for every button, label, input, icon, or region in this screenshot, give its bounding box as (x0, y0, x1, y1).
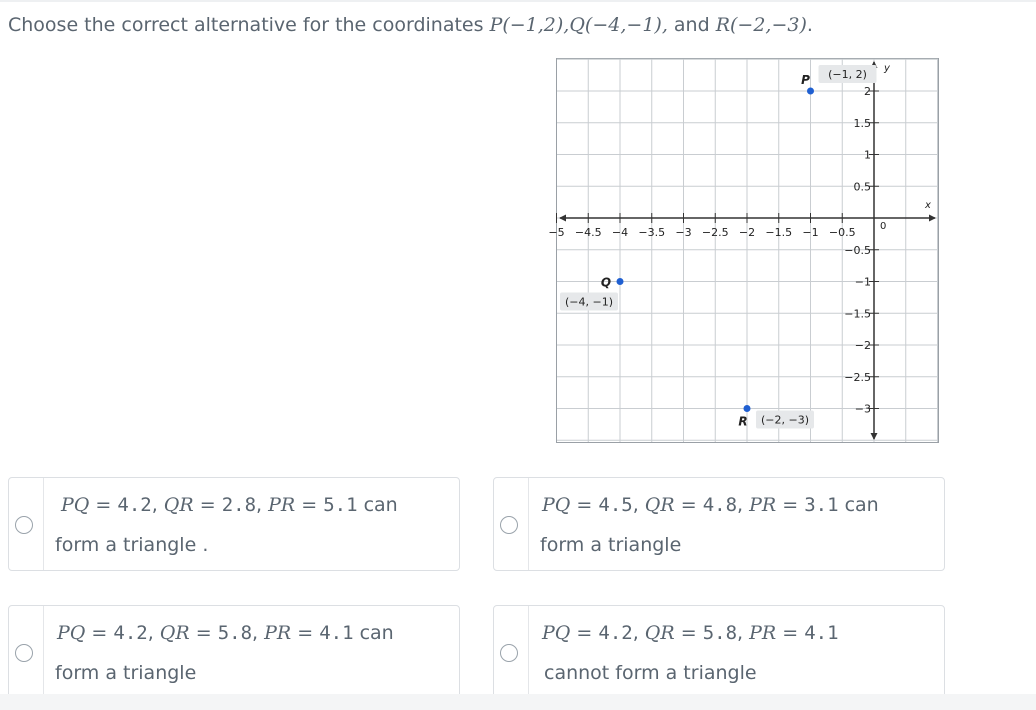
x-tick-label: −5 (548, 226, 565, 239)
x-tick-label: −1 (802, 226, 819, 239)
choice-1-lengths: PQ = 4.2, QR = 2.8, PR = 5.1 can (61, 494, 398, 516)
point-coord-label: (−4, −1) (564, 295, 614, 309)
y-tick-label: −2.5 (844, 370, 871, 384)
y-tick-label: −2 (854, 339, 871, 352)
x-tick-label: −4 (611, 226, 629, 239)
point-coord-label: (−2, −3) (760, 413, 810, 427)
radio-button[interactable] (500, 516, 518, 534)
choice-3-conclusion: form a triangle (55, 662, 197, 684)
choice-2-lengths: PQ = 4.5, QR = 4.8, PR = 3.1 can (542, 494, 879, 516)
choice-3-lengths: PQ = 4.2, QR = 5.8, PR = 4.1 can (57, 622, 394, 644)
choice-4-lengths: PQ = 4.2, QR = 5.8, PR = 4.1 (542, 622, 839, 644)
radio-button[interactable] (15, 516, 33, 534)
choice-2-conclusion: form a triangle (540, 534, 682, 556)
y-tick-label: −0.5 (844, 243, 871, 257)
x-tick-label: −0.5 (828, 226, 856, 239)
top-divider (0, 0, 1036, 2)
radio-column (9, 606, 44, 699)
y-tick-label: −3 (854, 402, 871, 416)
y-tick-label: 1 (864, 148, 871, 162)
choice-2[interactable] (493, 477, 945, 571)
point-p-coords: P(−1,2), (489, 14, 570, 36)
question-text (8, 14, 813, 36)
point-r-coords: R(−2,−3) (715, 14, 807, 36)
choice-4-conclusion: cannot form a triangle (544, 662, 757, 684)
radio-button[interactable] (15, 644, 33, 662)
grid-lines (557, 59, 939, 443)
point-name: P (801, 73, 810, 87)
point-name: R (738, 414, 748, 429)
y-axis-label: y (884, 63, 890, 74)
question-prefix: Choose the correct alternative for the coordinates (8, 14, 490, 36)
choice-1-conclusion: form a triangle . (55, 534, 209, 556)
point-q (617, 278, 624, 285)
origin-label: 0 (880, 221, 887, 232)
radio-column (494, 478, 529, 570)
choice-4[interactable] (493, 605, 945, 700)
y-tick-label: −1 (854, 275, 871, 289)
x-tick-label: −3 (675, 226, 692, 239)
point-coord-label: (−1, 2) (828, 68, 867, 81)
coordinate-graph (548, 58, 939, 443)
x-tick-label: −1.5 (765, 226, 793, 239)
y-tick-label: 2 (864, 85, 871, 98)
y-tick-label: 1.5 (853, 116, 871, 130)
point-name: Q (600, 275, 612, 290)
y-tick-label: 0.5 (853, 180, 871, 194)
radio-button[interactable] (500, 644, 518, 662)
point-r (744, 405, 751, 412)
x-tick-label: −2.5 (701, 226, 729, 239)
choice-3[interactable] (8, 605, 460, 700)
x-tick-label: −3.5 (638, 226, 666, 239)
radio-column (494, 606, 529, 699)
y-tick-label: −1.5 (844, 307, 871, 321)
choice-1[interactable] (8, 477, 460, 571)
x-axis-label: x (925, 200, 931, 211)
point-q-coords: Q(−4,−1), (569, 14, 668, 36)
question-suffix: . (806, 14, 813, 36)
radio-column (9, 478, 44, 570)
point-p (807, 88, 814, 95)
x-tick-label: −2 (738, 226, 756, 239)
bottom-edge (0, 694, 1036, 710)
x-tick-label: −4.5 (574, 226, 602, 239)
question-and: and (667, 14, 716, 36)
